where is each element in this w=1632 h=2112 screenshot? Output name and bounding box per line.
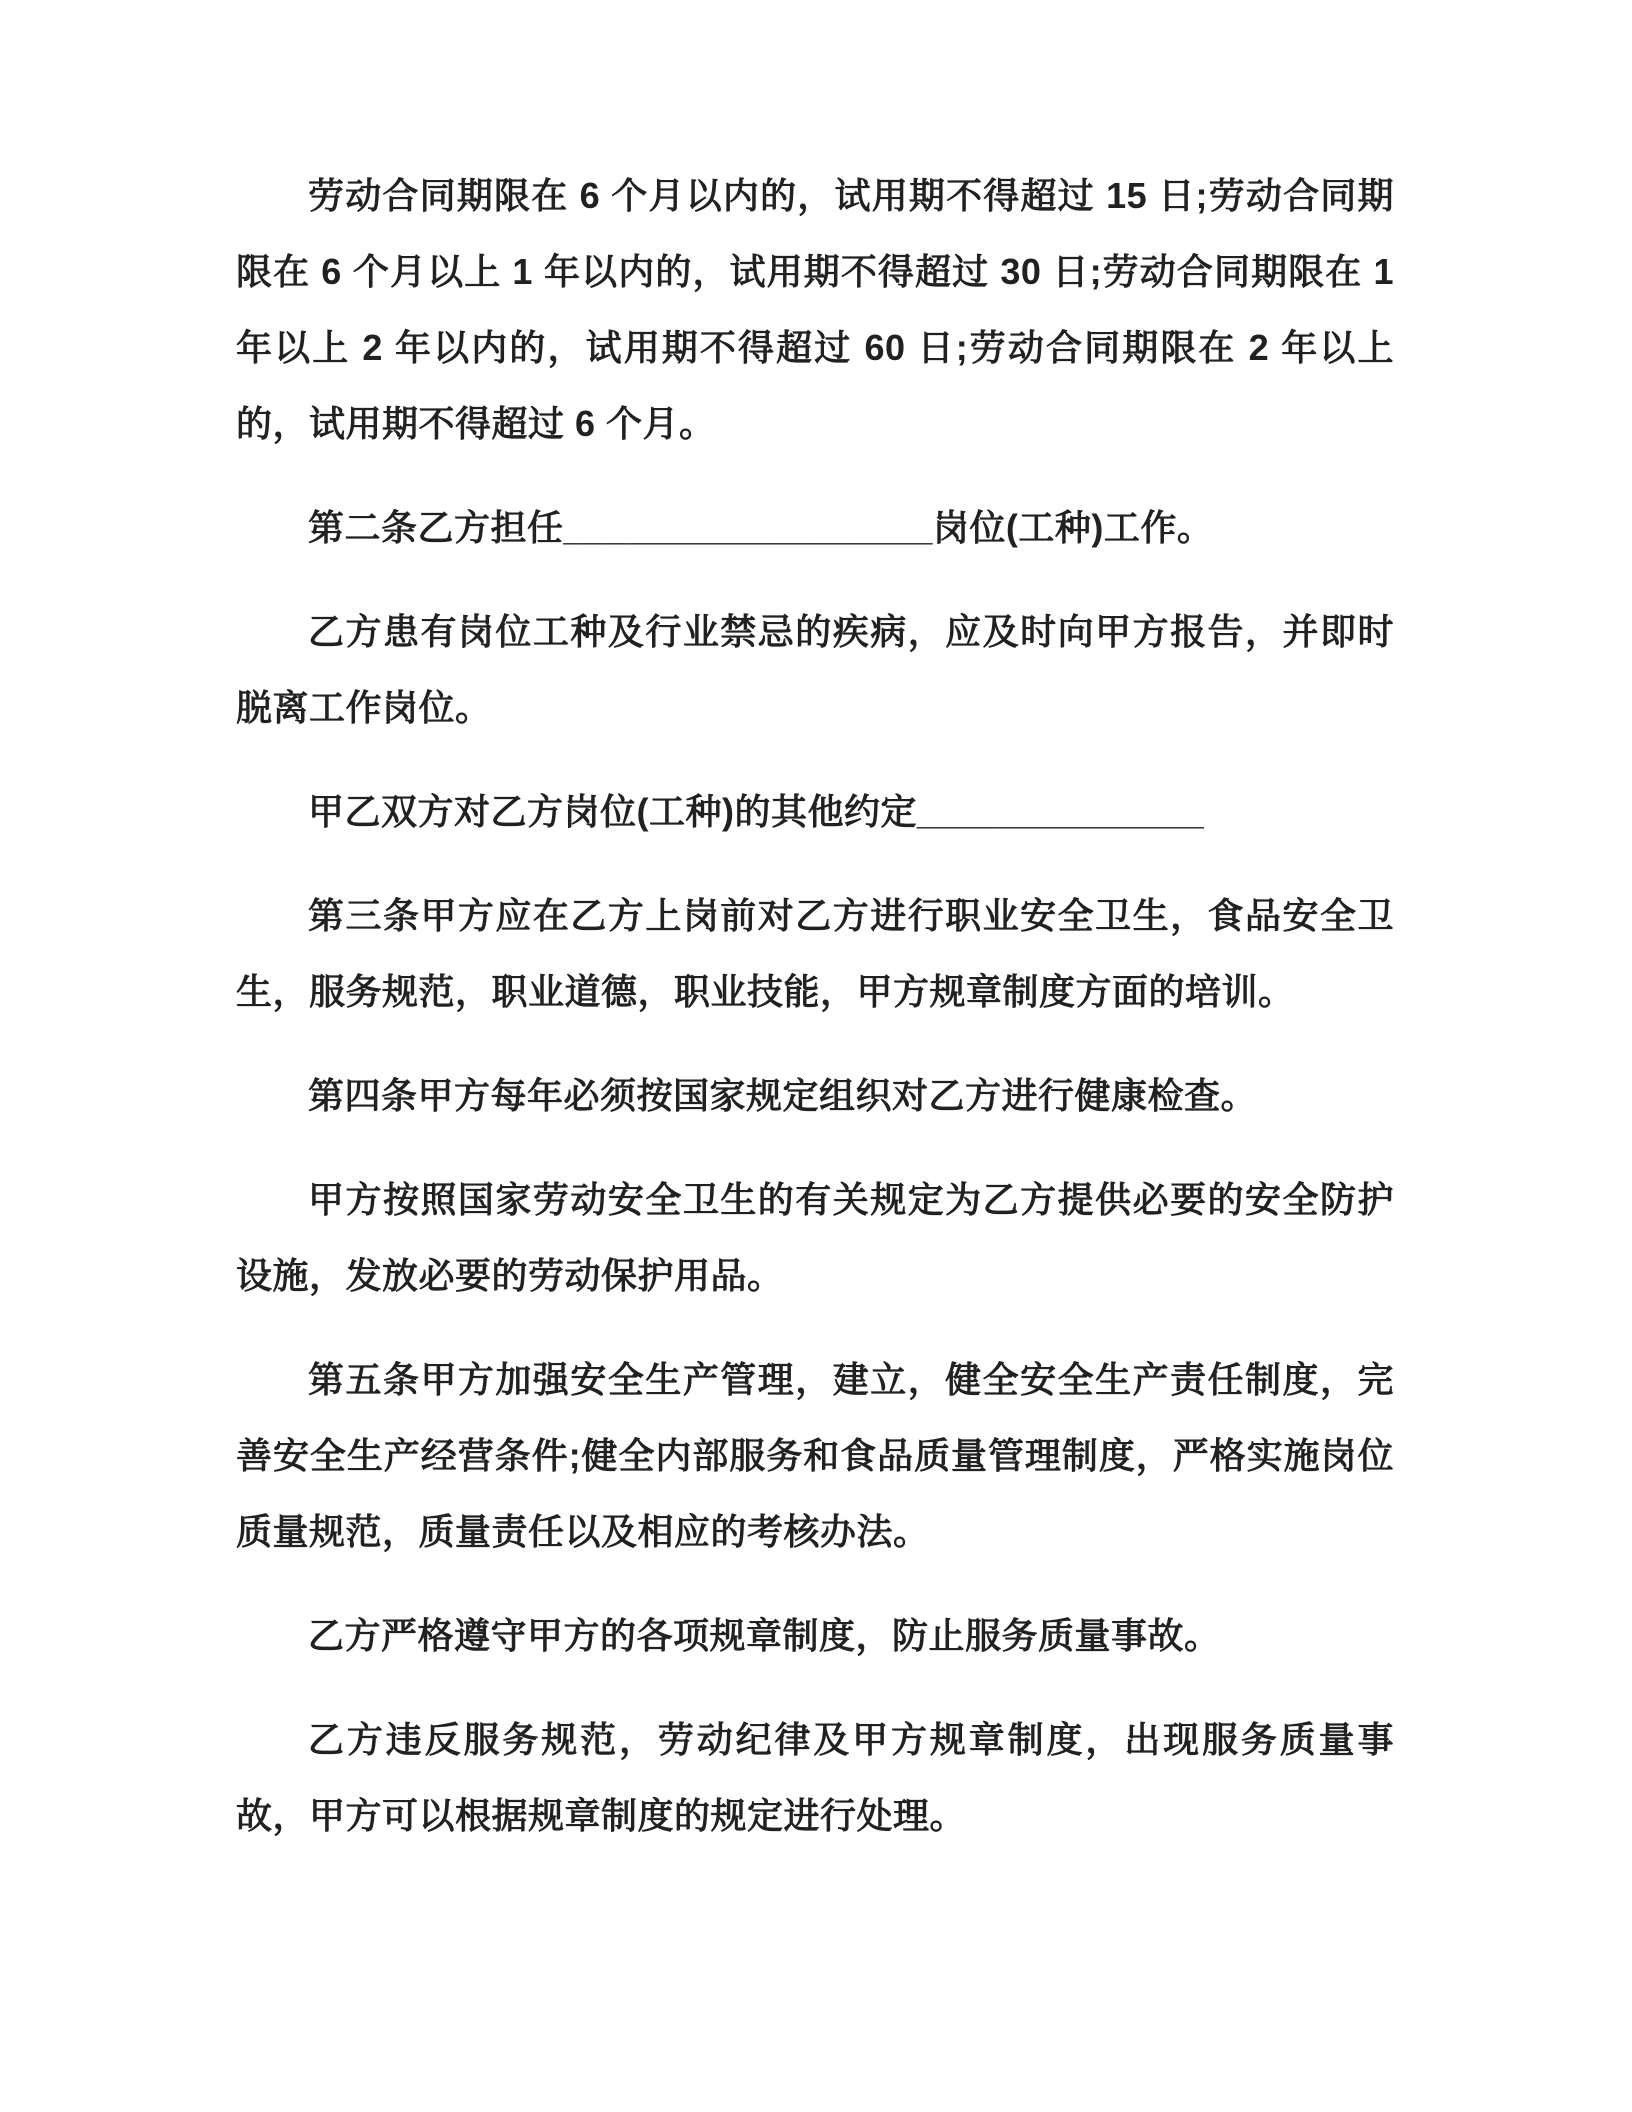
paragraph-article-5-safety-management: 第五条甲方加强安全生产管理，建立，健全安全生产责任制度，完善安全生产经营条件;健全内部服务和食品质量管理制度，严格实施岗位质量规范，质量责任以及相应的考核办法。 bbox=[236, 1359, 1394, 1552]
paragraph-article-3-training: 第三条甲方应在乙方上岗前对乙方进行职业安全卫生，食品安全卫生，服务规范，职业道德，职业技能，甲方规章制度方面的培训。 bbox=[236, 895, 1394, 1012]
paragraph-probation-terms: 劳动合同期限在 6 个月以内的，试用期不得超过 15 日;劳动合同期限在 6 个月以上 1 年以内的，试用期不得超过 30 日;劳动合同期限在 1 年以上 2 年以内的，试用期不得超过 60 日;劳动合同期限在 2 年以上的，试用期不得超过 6 个月。 bbox=[236, 175, 1394, 444]
paragraph-illness-report: 乙方患有岗位工种及行业禁忌的疾病，应及时向甲方报告，并即时脱离工作岗位。 bbox=[236, 611, 1394, 728]
paragraph-violation-handling: 乙方违反服务规范，劳动纪律及甲方规章制度，出现服务质量事故，甲方可以根据规章制度的规定进行处理。 bbox=[236, 1719, 1394, 1836]
paragraph-article-4-health-check: 第四条甲方每年必须按国家规定组织对乙方进行健康检查。 bbox=[308, 1075, 1258, 1116]
paragraph-other-position-agreement: 甲乙双方对乙方岗位(工种)的其他约定______________ bbox=[308, 791, 1205, 832]
paragraph-safety-facilities: 甲方按照国家劳动安全卫生的有关规定为乙方提供必要的安全防护设施，发放必要的劳动保护用品。 bbox=[236, 1179, 1394, 1296]
paragraph-article-2-position: 第二条乙方担任__________________岗位(工种)工作。 bbox=[308, 507, 1214, 548]
paragraph-party-b-compliance: 乙方严格遵守甲方的各项规章制度，防止服务质量事故。 bbox=[308, 1615, 1221, 1656]
